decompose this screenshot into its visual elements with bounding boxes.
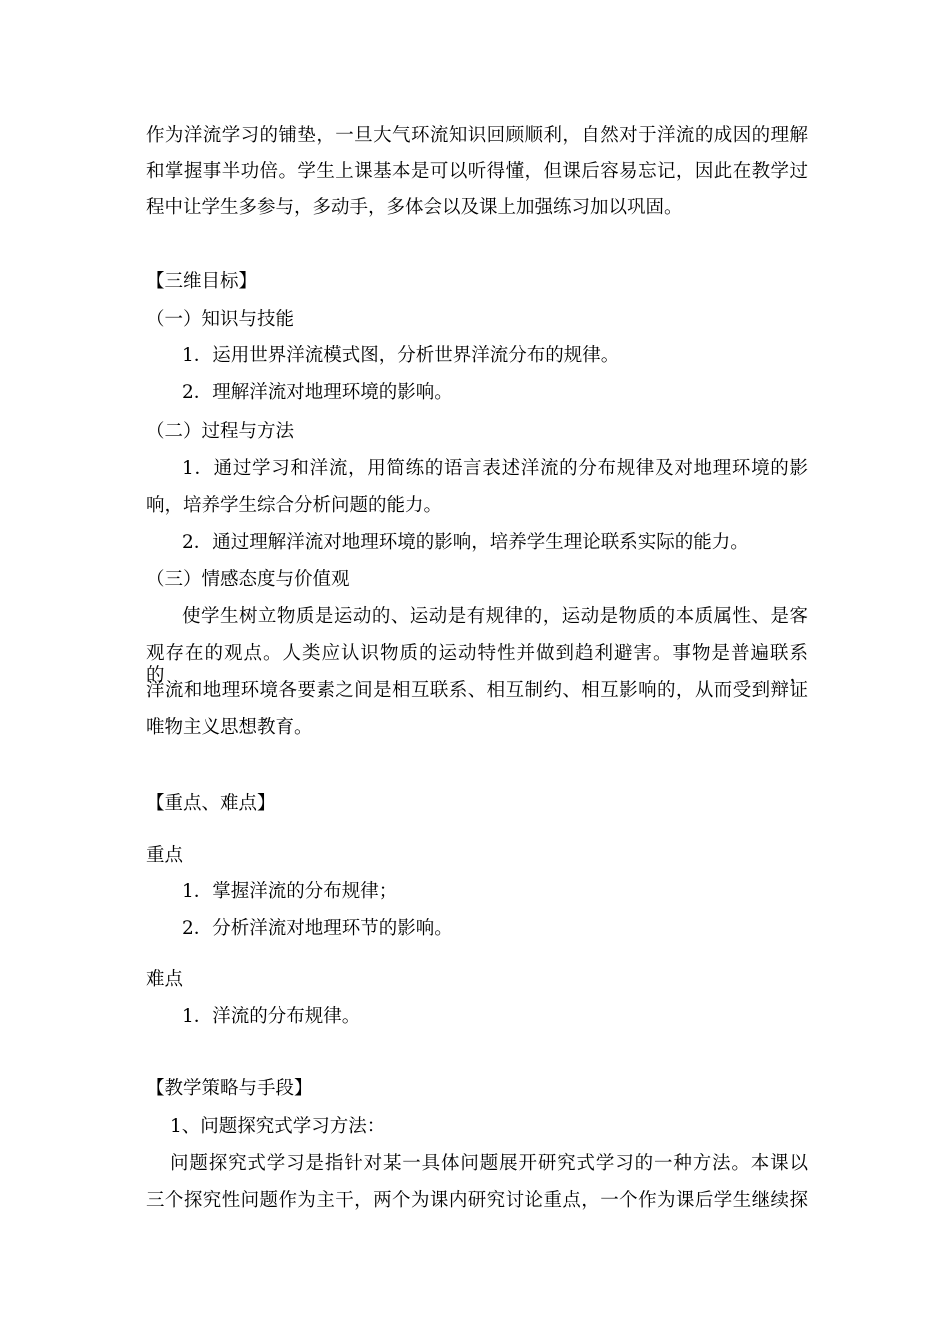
- strategy-heading: 【教学策略与手段】: [146, 1078, 313, 1099]
- focus-item-2: 2．分析洋流对地理环节的影响。: [182, 918, 453, 939]
- objectives-heading: 【三维目标】: [146, 271, 258, 292]
- process-item-2: 2．通过理解洋流对地理环境的影响，培养学生理论联系实际的能力。: [182, 532, 749, 553]
- emotion-values-title: （三）情感态度与价值观: [146, 569, 350, 590]
- intro-line-1: 作为洋流学习的铺垫，一旦大气环流知识回顾顺利，自然对于洋流的成因的理解: [146, 125, 808, 146]
- strategy-line-1: 问题探究式学习是指针对某一具体问题展开研究式学习的一种方法。本课以: [170, 1153, 808, 1174]
- strategy-line-2: 三个探究性问题作为主干，两个为课内研究讨论重点，一个作为课后学生继续探: [146, 1190, 808, 1211]
- strategy-method-title: 1、问题探究式学习方法：: [170, 1116, 386, 1137]
- process-item-1-line-1: 1．通过学习和洋流，用简练的语言表述洋流的分布规律及对地理环境的影: [182, 458, 808, 479]
- process-item-1-line-2: 响，培养学生综合分析问题的能力。: [146, 495, 443, 516]
- difficulty-item-1: 1．洋流的分布规律。: [182, 1006, 361, 1027]
- focus-label: 重点: [146, 845, 184, 866]
- key-points-heading: 【重点、难点】: [146, 793, 276, 814]
- emotion-line-3: 洋流和地理环境各要素之间是相互联系、相互制约、相互影响的，从而受到辩证: [146, 680, 808, 701]
- intro-line-2: 和掌握事半功倍。学生上课基本是可以听得懂，但课后容易忘记，因此在教学过: [146, 161, 808, 182]
- process-method-title: （二）过程与方法: [146, 421, 295, 442]
- knowledge-item-1: 1．运用世界洋流模式图，分析世界洋流分布的规律。: [182, 345, 620, 366]
- emotion-line-2: 观存在的观点。人类应认识物质的运动特性并做到趋利避害。事物是普遍联系的，: [146, 643, 808, 686]
- emotion-line-4: 唯物主义思想教育。: [146, 717, 313, 738]
- difficulty-label: 难点: [146, 969, 184, 990]
- intro-line-3: 程中让学生多参与，多动手，多体会以及课上加强练习加以巩固。: [146, 197, 683, 218]
- focus-item-1: 1．掌握洋流的分布规律；: [182, 881, 398, 902]
- knowledge-item-2: 2．理解洋流对地理环境的影响。: [182, 382, 453, 403]
- emotion-line-1: 使学生树立物质是运动的、运动是有规律的，运动是物质的本质属性、是客: [182, 606, 808, 627]
- knowledge-skills-title: （一）知识与技能: [146, 309, 295, 330]
